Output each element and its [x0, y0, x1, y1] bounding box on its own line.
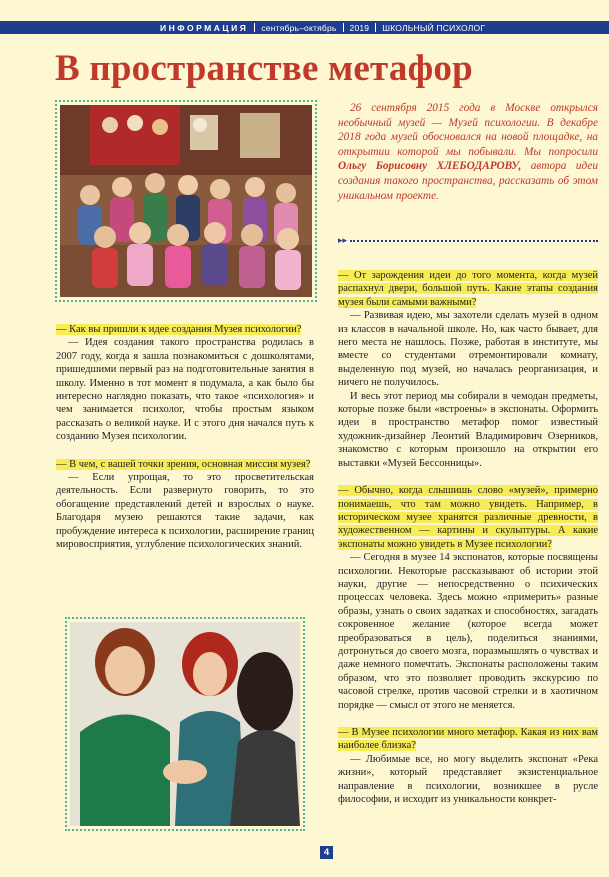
intro-paragraph: 26 сентября 2015 года в Москве открылся необычный музей — Музей психологии. В декабре 2018 года музей обосновался на новой площадке, на открытии которой мы побывали. Мы попросили Ольгу Борисовну ХЛЕБОДАРОВУ, автора идеи создания такого пространства, рассказать об этом уникальном проекте. — [338, 102, 598, 202]
photo-children-group — [55, 100, 317, 302]
header-separator — [375, 23, 376, 32]
page-number: 4 — [320, 846, 333, 859]
issue-period: сентябрь–октябрь — [261, 22, 337, 33]
answer: — Развивая идею, мы захотели сделать музей в одном из классов в начальной школе. Но, как часто бывает, для него места не нашлось. Позже, работая в институте, мы вместе со студентами отремонтировали комнату, выделенную под музей, но началась реорганизация, и ничего не получилось. — [338, 310, 598, 389]
left-column — [56, 323, 314, 552]
answer: — Если упрощая, то это просветительская деятельность. Если развернуто говорить, то это обогащение представлений детей и взрослых о науке. Благодаря музею решаются такие задачи, как пробуждение интереса к психологии, расширение границ мировосприятия, углубление психологических знаний. — [56, 472, 314, 551]
answer: — Идея создания такого пространства родилась в 2007 году, когда я зашла познакомиться с дошколятами, пришедшими первый раз на подготовительные занятия в школу. Именно в тот момент я подумала, а как было бы интересно наглядно показать, что такое «психология» и чем занимается психолог, чтобы простым языком рассказать о великой науке. И с этого дня начался путь к созданию Музея психологии. — [56, 337, 314, 443]
article-title: В пространстве метафор — [55, 48, 473, 89]
question: — Как вы пришли к идее создания Музея психологии? — [56, 324, 302, 335]
question: — В Музее психологии много метафор. Какая из них вам наиболее близка? — [338, 727, 598, 752]
article-intro — [338, 101, 598, 203]
right-column — [338, 269, 598, 806]
header-separator — [343, 23, 344, 32]
section-divider — [338, 236, 598, 246]
journal-name: ШКОЛЬНЫЙ ПСИХОЛОГ — [382, 22, 486, 33]
header-separator — [254, 23, 255, 32]
question: — Обычно, когда слышишь слово «музей», примерно понимаешь, что там можно увидеть. Например, в историческом музее хранятся различные древности, в художественном — картины и скульптуры. А какие экспонаты можно увидеть в Музее психологии? — [338, 485, 598, 550]
women-conversation-image — [70, 622, 300, 826]
section-label: ИНФОРМАЦИЯ — [160, 22, 249, 33]
header-bar — [0, 21, 609, 34]
question: — От зарождения идеи до того момента, когда музей распахнул двери, большой путь. Какие этапы создания музея были самыми важными? — [338, 270, 598, 308]
photo-women — [65, 617, 305, 831]
interviewee-name: Ольгу Борисовну ХЛЕБОДАРОВУ, — [338, 160, 522, 173]
question: — В чем, с вашей точки зрения, основная миссия музея? — [56, 458, 311, 470]
double-arrow-icon: ▸▸ — [338, 235, 348, 246]
answer: — Любимые все, но могу выделить экспонат «Река жизни», который представляет экзистенциальное направление в психологии, возникшее в русле философии, и исходит из уникальности конкрет- — [338, 753, 598, 806]
issue-year: 2019 — [349, 22, 370, 33]
children-group-image — [60, 105, 312, 297]
answer: И весь этот период мы собирали в чемодан предметы, которые позже были «встроены» в экспонаты. Оформить идеи в пространство метафор помог известный художник-дизайнер Леонтий Владимирович Озерников, знакомство с которым произошло на открытии его выставки «Музей Бессонницы». — [338, 390, 598, 469]
answer: — Сегодня в музее 14 экспонатов, которые посвящены психологии. Некоторые рассказывают об истории этой науки, другие — непосредственно о психических процессах человека. Здесь можно «примерить» разные образы, узнать о своих задатках и способностях, загадать сокровенное желание (которое всегда может преобразоваться в цель), поделиться знаниями, дотронуться до своего мозга, поразмышлять о чувствах и даже немного помечтать. Экспонаты расположены таким образом, что это позволяет проводить экскурсию по часовой стрелке, против часовой стрелки и в хаотичном порядке — смысл от этого не меняется. — [338, 552, 598, 711]
